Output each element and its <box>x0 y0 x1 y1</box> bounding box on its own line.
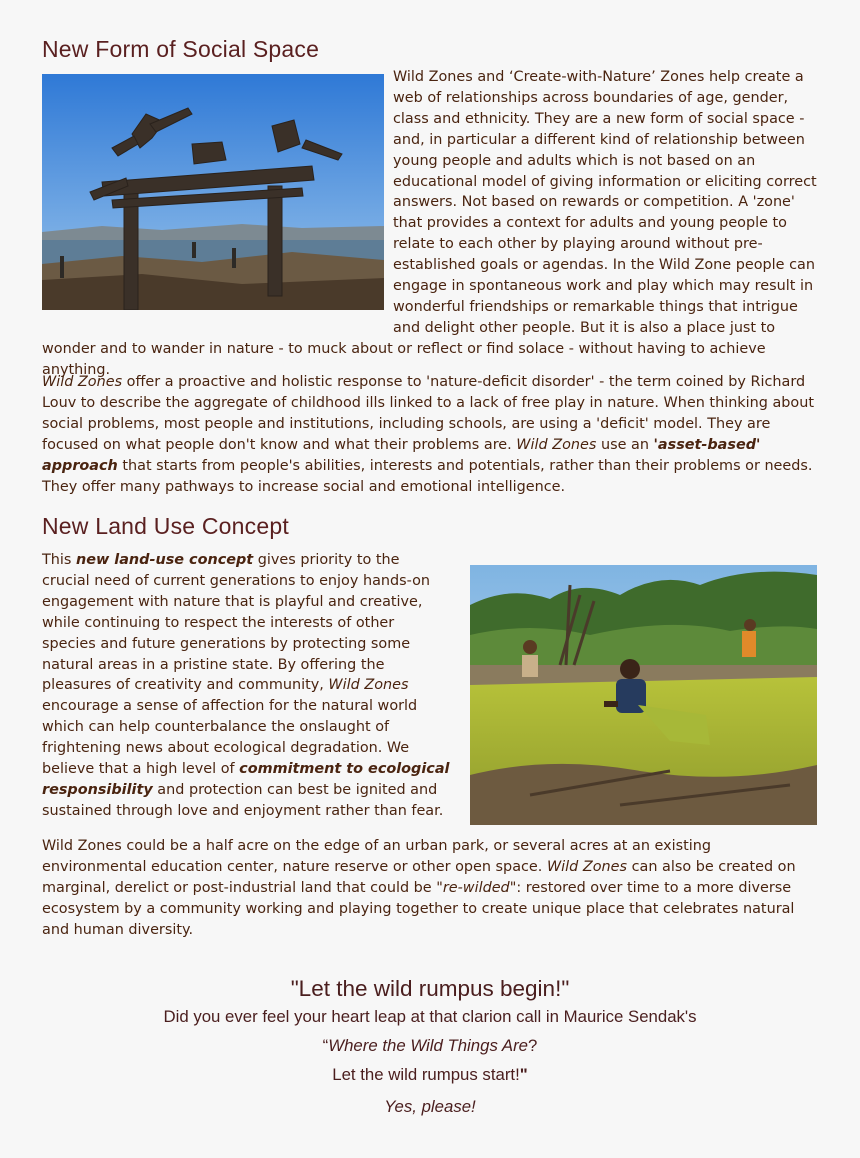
section-heading-land-use: New Land Use Concept <box>42 513 289 539</box>
re-wilded-emphasis: re-wilded" <box>442 879 517 896</box>
quote-title: "Let the wild rumpus begin!" <box>290 976 570 1001</box>
section-land-use <box>42 550 820 831</box>
wild-zones-emphasis: Wild Zones <box>42 374 123 390</box>
wild-zones-emphasis: Wild Zones <box>516 436 597 453</box>
wild-zones-emphasis: Wild Zones <box>328 677 409 694</box>
commitment-emphasis: commitment to ecological responsibility <box>42 761 450 798</box>
paragraph-land-use-2: Wild Zones could be a half acre on the edge of an urban park, or several acres at an existing environmental education center, nature reserve or other open space. Wild Zones can also be created on marginal, derelict or post-industrial land that could be "re-wilded": restored over time to a more diverse ecosystem by a community working and playing together to create unique place that celebrates natural and human diversity. <box>42 838 796 938</box>
photo-child-in-pond <box>470 565 817 825</box>
new-land-use-concept-emphasis: new land-use concept <box>75 552 254 568</box>
book-title: Where the Wild Things Are <box>328 1036 528 1055</box>
paragraph-land-use-1: This new land-use concept gives priority to the crucial need of current generations to enjoy hands-on engagement with nature that is playful and creative, while continuing to respect the interests of other species and future generations by protecting some natural areas in a pristine state. By offering the pleasures of creativity and community, Wild Zones encourage a sense of affection for the natural world which can help counterbalance the onslaught of frightening news about ecological degradation. We believe that a high level of commitment to ecological responsibility and protection can best be ignited and sustained through love and enjoyment rather than fear. <box>42 552 450 819</box>
paragraph-social-space-2: Wild Zones offer a proactive and holistic response to 'nature-deficit disorder' - the term coined by Richard Louv to describe the aggregate of childhood ills linked to a lack of free play in nature. When thinking about social problems, most people and institutions, including schools, are using a 'deficit' model. They are focused on what people don't know and what their problems are. Wild Zones use an 'asset-based' approach that starts from people's abilities, interests and potentials, rather than their problems or needs. They offer many pathways to increase social and emotional intelligence. <box>42 374 814 495</box>
paragraph-social-space-1: Wild Zones and ‘Create-with-Nature’ Zones help create a web of relationships across boundaries of age, gender, class and ethnicity. They are a new form of social space - and, in particular a different kind of relationship between young people and adults which is not based on an educational model of giving information or eliciting correct answers. Not based on rewards or competition. A 'zone' that provides a context for adults and young people to relate to each other by playing around without pre-established goals or agendas. In the Wild Zone people can engage in spontaneous work and play which may result in wonderful friendships or remarkable things that intrigue and delight other people. But it is also a place just to wonder and to wander in nature - to muck about or reflect or find solace - without having to achieve anything. <box>42 69 817 378</box>
section-nature-deficit <box>42 372 820 497</box>
section-social-space <box>42 67 820 381</box>
quote-line-3: Let the wild rumpus start!" <box>332 1065 528 1084</box>
quote-line-1: Did you ever feel your heart leap at that clarion call in Maurice Sendak's <box>163 1007 697 1026</box>
quote-line-2: “Where the Wild Things Are? <box>322 1036 538 1055</box>
section-land-use-continued <box>42 836 820 941</box>
section-heading-social-space: New Form of Social Space <box>42 36 320 62</box>
wild-zones-emphasis: Wild Zones <box>546 858 628 875</box>
asset-based-approach-emphasis: 'asset-based' approach <box>42 436 761 474</box>
photo-driftwood-sculptures <box>42 74 384 310</box>
quote-line-4: Yes, please! <box>384 1097 476 1116</box>
